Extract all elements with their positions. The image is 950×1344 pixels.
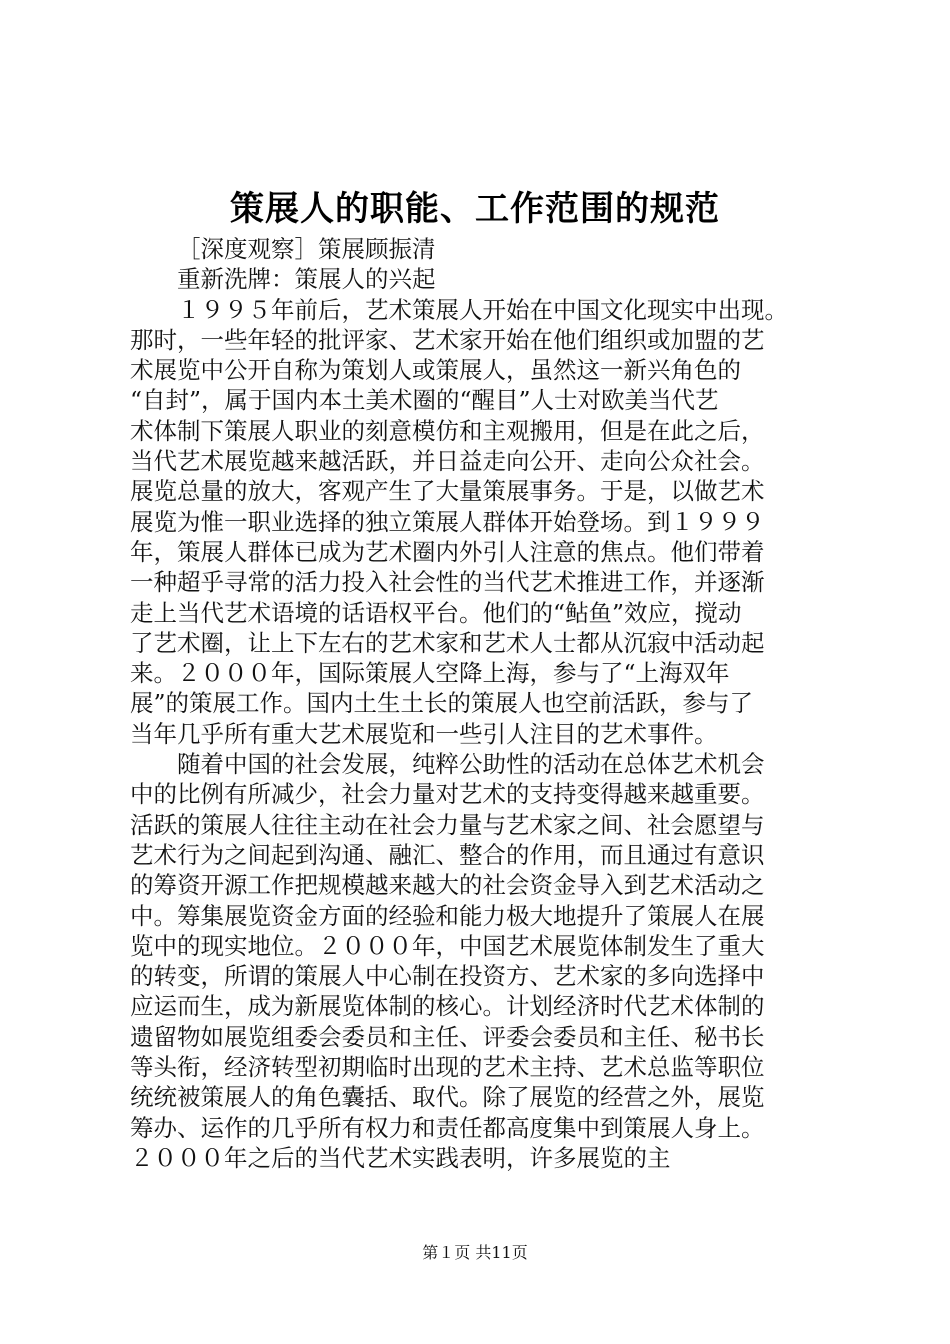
body-line: 术体制下策展人职业的刻意模仿和主观搬用，但是在此之后， [130, 416, 765, 445]
body-line: １９９５年前后，艺术策展人开始在中国文化现实中出现。 [177, 295, 788, 324]
body-line: 中。筹集展览资金方面的经验和能力极大地提升了策展人在展 [130, 901, 765, 930]
body-line: 展览总量的放大，客观产生了大量策展事务。于是，以做艺术 [130, 477, 765, 506]
body-line: 来。２０００年，国际策展人空降上海，参与了“上海双年 [130, 659, 730, 688]
body-line: 展”的策展工作。国内土生土长的策展人也空前活跃，参与了 [130, 689, 754, 718]
body-line: 了艺术圈，让上下左右的艺术家和艺术人士都从沉寂中活动起 [130, 628, 765, 657]
body-line: 的转变，所谓的策展人中心制在投资方、艺术家的多向选择中 [130, 962, 765, 991]
body-line: 当代艺术展览越来越活跃，并日益走向公开、走向公众社会。 [130, 447, 765, 476]
body-line: 览中的现实地位。２０００年，中国艺术展览体制发生了重大 [130, 931, 765, 960]
body-line: 当年几乎所有重大艺术展览和一些引人注目的艺术事件。 [130, 719, 718, 748]
body-line: 遗留物如展览组委会委员和主任、评委会委员和主任、秘书长 [130, 1022, 765, 1051]
body-line: “自封”，属于国内本土美术圈的“醒目”人士对欧美当代艺 [130, 386, 719, 415]
body-line: 的筹资开源工作把规模越来越大的社会资金导入到艺术活动之 [130, 871, 765, 900]
body-line: 等头衔，经济转型初期临时出现的艺术主持、艺术总监等职位 [130, 1053, 765, 1082]
body-line: 展览为惟一职业选择的独立策展人群体开始登场。到１９９９ [130, 507, 765, 536]
body-line: 一种超乎寻常的活力投入社会性的当代艺术推进工作，并逐渐 [130, 568, 765, 597]
body-line: ［深度观察］策展顾振清 [177, 235, 436, 263]
body-line: 艺术行为之间起到沟通、融汇、整合的作用，而且通过有意识 [130, 840, 765, 869]
page-footer: 第１页 共11页 [422, 1243, 528, 1262]
body-line: 筹办、运作的几乎所有权力和责任都高度集中到策展人身上。 [130, 1113, 765, 1142]
body-line: 重新洗牌：策展人的兴起 [177, 265, 436, 294]
document-body [130, 234, 830, 1173]
body-line: 活跃的策展人往往主动在社会力量与艺术家之间、社会愿望与 [130, 810, 765, 839]
body-line: 随着中国的社会发展，纯粹公助性的活动在总体艺术机会 [177, 750, 765, 779]
body-line: 年，策展人群体已成为艺术圈内外引人注意的焦点。他们带着 [130, 537, 765, 566]
body-line: 那时，一些年轻的批评家、艺术家开始在他们组织或加盟的艺 [130, 325, 765, 354]
body-line: ２０００年之后的当代艺术实践表明，许多展览的主 [130, 1143, 671, 1172]
body-line: 中的比例有所减少，社会力量对艺术的支持变得越来越重要。 [130, 780, 765, 809]
body-line: 术展览中公开自称为策划人或策展人，虽然这一新兴角色的 [130, 356, 741, 385]
document-title: 策展人的职能、工作范围的规范 [230, 189, 720, 229]
body-line: 应运而生，成为新展览体制的核心。计划经济时代艺术体制的 [130, 992, 765, 1021]
body-line: 统统被策展人的角色囊括、取代。除了展览的经营之外，展览 [130, 1083, 765, 1112]
body-line: 走上当代艺术语境的话语权平台。他们的“鲇鱼”效应，搅动 [130, 598, 742, 627]
